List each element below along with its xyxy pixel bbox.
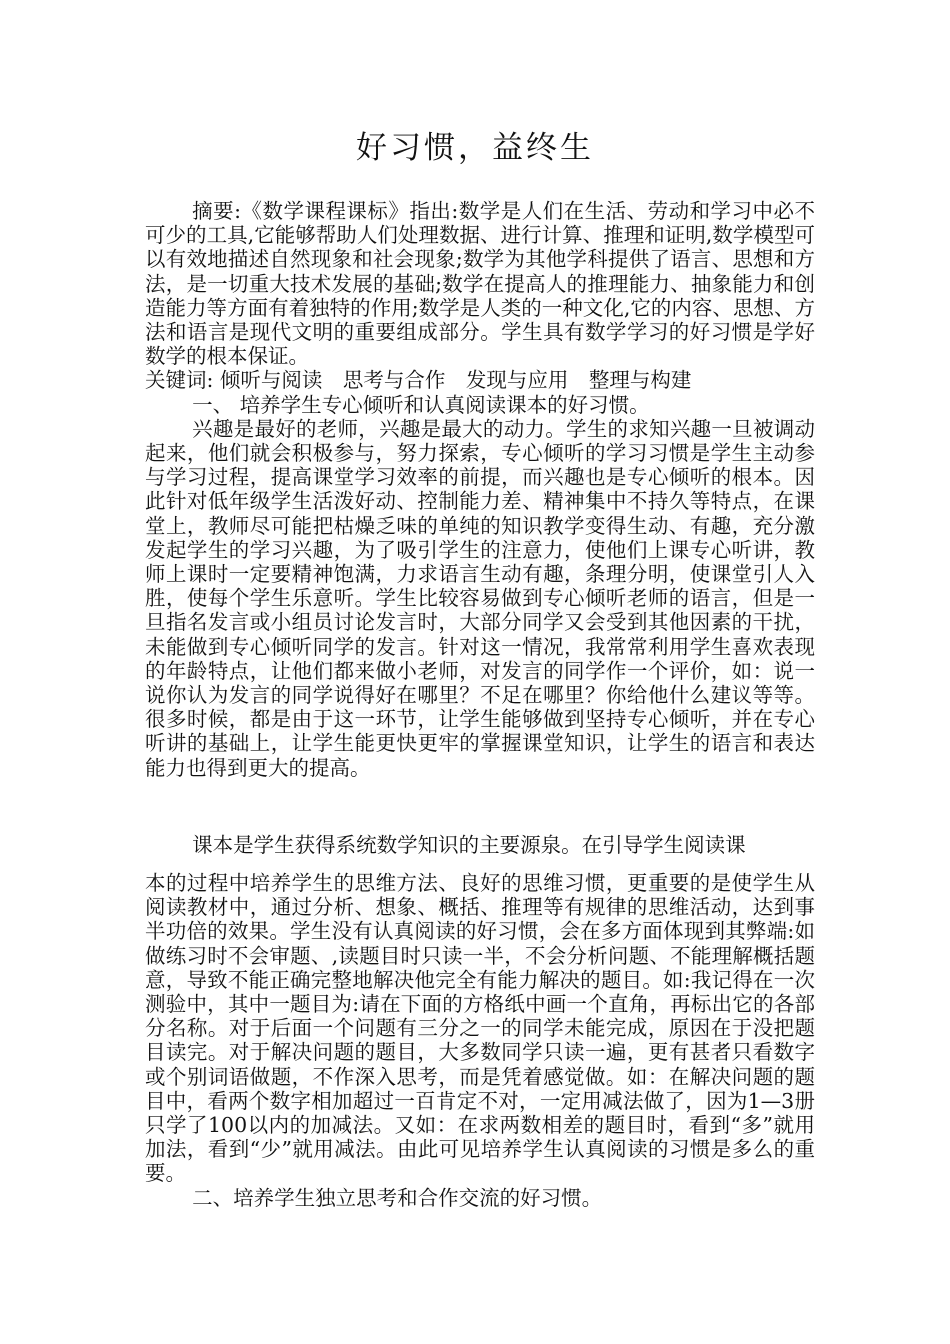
- keywords-line: 关键词: 倾听与阅读 思考与合作 发现与应用 整理与构建: [145, 368, 692, 393]
- section-two-block: [145, 871, 815, 1210]
- textbook-paragraph-continued: 本的过程中培养学生的思维方法、良好的思维习惯，更重要的是使学生从阅读教材中，通过分析、想象、概括、推理等有规律的思维活动，达到事半功倍的效果。学生没有认真阅读的好习惯，会在多方面体现到其弊端:如做练习时不会审题、,读题目时只读一半，不会分析问题、不能理解概括题意，导致不能正确完整地解决他完全有能力解决的题目。如:我记得在一次测验中，其中一题目为:请在下面的方格纸中画一个直角，再标出它的各部分名称。对于后面一个问题有三分之一的同学未能完成，原因在于没把题目读完。对于解决问题的题目，大多数同学只读一遍，更有甚者只看数字或个别词语做题，不作深入思考，而是凭着感觉做。如：在解决问题的题目中，看两个数字相加超过一百肯定不对，一定用减法做了，因为1—3册只学了100以内的加减法。又如：在求两数相差的题目时，看到“多”就用加法，看到“少”就用减法。由此可见培养学生认真阅读的习惯是多么的重要。: [145, 871, 815, 1186]
- section-one-heading: 一、 培养学生专心倾听和认真阅读课本的好习惯。: [192, 392, 650, 417]
- section-two-heading: 二、培养学生独立思考和合作交流的好习惯。: [192, 1185, 603, 1210]
- interest-paragraph: 兴趣是最好的老师，兴趣是最大的动力。学生的求知兴趣一旦被调动起来，他们就会积极参与，努力探索，专心倾听的学习习惯是学生主动参与学习过程，提高课堂学习效率的前提，而兴趣也是专心倾听的根本。因此针对低年级学生活泼好动、控制能力差、精神集中不持久等特点，在课堂上，教师尽可能把枯燥乏味的单纯的知识教学变得生动、有趣，充分激发起学生的学习兴趣，为了吸引学生的注意力，使他们上课专心听讲，教师上课时一定要精神饱满，力求语言生动有趣，条理分明，使课堂引人入胜，使每个学生乐意听。学生比较容易做到专心倾听老师的语言，但是一旦指名发言或小组员讨论发言时，大部分同学又会受到其他因素的干扰，未能做到专心倾听同学的发言。针对这一情况，我常常利用学生喜欢表现的年龄特点，让他们都来做小老师，对发言的同学作一个评价，如：说一说你认为发言的同学说得好在哪里？不足在哪里？你给他什么建议等等。很多时候，都是由于这一环节，让学生能够做到坚持专心倾听，并在专心听讲的基础上，让学生能更快更牢的掌握课堂知识，让学生的语言和表达能力也得到更大的提高。: [145, 416, 815, 780]
- section-one-block: [145, 199, 815, 780]
- document-title: 好习惯，益终生: [356, 130, 594, 166]
- textbook-paragraph-first-line: 课本是学生获得系统数学知识的主要源泉。在引导学生阅读课: [192, 833, 746, 857]
- abstract-paragraph: 摘要:《数学课程课标》指出:数学是人们在生活、劳动和学习中必不可少的工具,它能够帮助人们处理数据、进行计算、推理和证明,数学模型可以有效地描述自然现象和社会现象;数学为其他学科提供了语言、思想和方法，是一切重大技术发展的基础;数学在提高人的推理能力、抽象能力和创造能力等方面有着独特的作用;数学是人类的一种文化,它的内容、思想、方法和语言是现代文明的重要组成部分。学生具有数学学习的好习惯是学好数学的根本保证。: [145, 199, 815, 369]
